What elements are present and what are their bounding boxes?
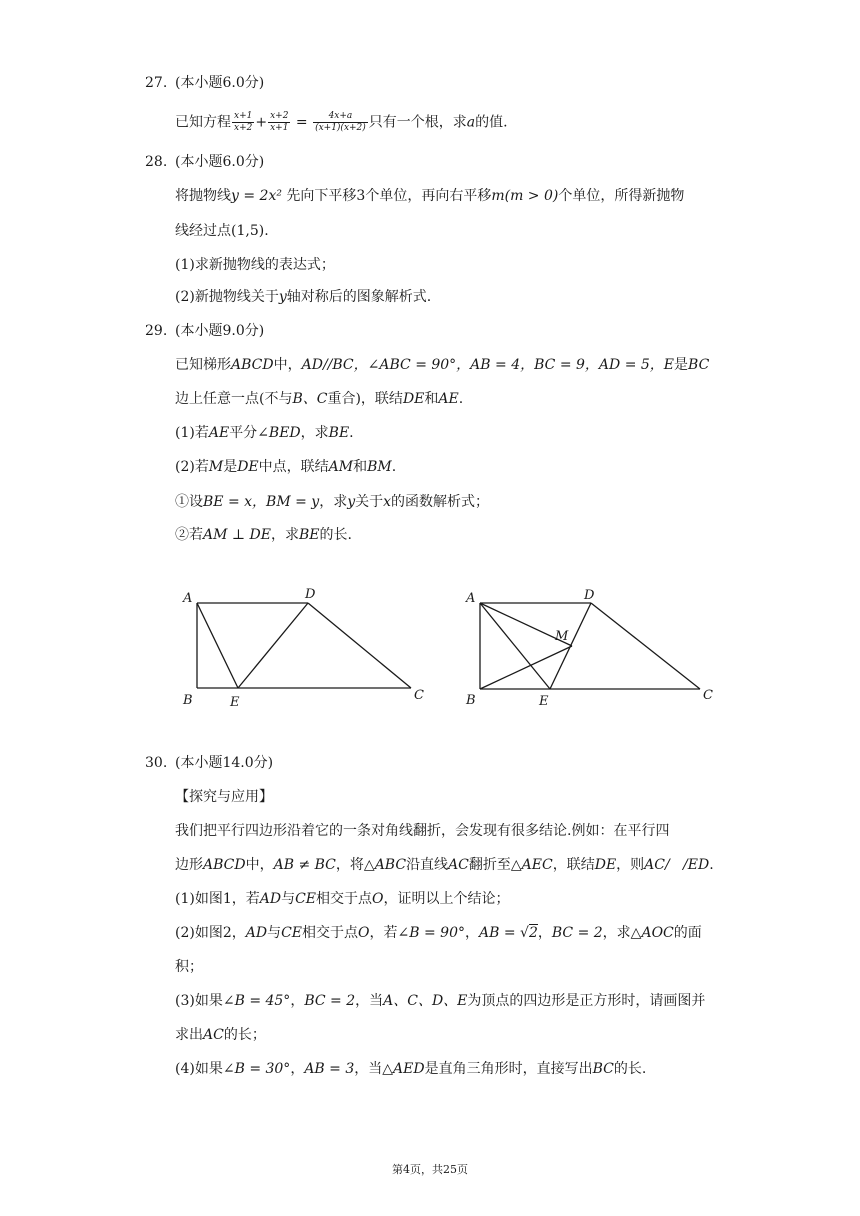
- q30-line8: (4)如果∠B = 30°，AB = 3，当△AED是直角三角形时，直接写出BC的长.: [175, 1061, 647, 1077]
- q27-plus: +: [255, 114, 268, 131]
- q28-parabola: y = 2x²: [231, 188, 287, 204]
- q30-score: (本小题14.0分): [175, 755, 274, 771]
- q27-text-pre: 已知方程: [175, 114, 231, 131]
- q29-score: (本小题9.0分): [175, 323, 265, 339]
- fig1-label-e: E: [230, 695, 240, 710]
- q30-line5: 积；: [175, 959, 203, 975]
- q27-frac3: $\frac{4x+a}{(x+1)(x+2)}$: [315, 111, 366, 133]
- fig1-label-c: C: [414, 688, 424, 703]
- segment-bm: [480, 646, 572, 689]
- trapezoid-figure-2: [458, 582, 728, 712]
- q27-frac1: $\frac{x+1}{x+2}$: [234, 111, 253, 133]
- q29-figure-1: [175, 582, 435, 712]
- fig2-label-c: C: [703, 688, 713, 703]
- q28-line3: (1)求新抛物线的表达式；: [175, 257, 335, 273]
- q27-text-post2: 的值.: [475, 114, 508, 131]
- q30-line3: (1)如图1，若AD与CE相交于点O，证明以上个结论；: [175, 891, 510, 907]
- q27-eq: =: [295, 114, 308, 131]
- fig1-label-a: A: [183, 591, 193, 606]
- q30-line4: (2)如图2，AD与CE相交于点O，若∠B = 90°，AB = √2，BC = 2，求△AOC的面: [175, 925, 702, 941]
- q27-text: [175, 111, 508, 134]
- q27-text-post1: 只有一个根，求: [368, 114, 467, 131]
- q28-header: [145, 153, 264, 171]
- fig2-label-e: E: [539, 694, 549, 709]
- q28-line1: 将抛物线y = 2x² 先向下平移3个单位，再向右平移m(m > 0)个单位，所得新抛物: [175, 188, 685, 204]
- q29-number: 29.: [145, 323, 168, 339]
- q30-header: [145, 754, 273, 772]
- q29-line2: 边上任意一点(不与B、C重合)，联结DE和AE.: [175, 391, 464, 407]
- q28-line4: (2)新抛物线关于y轴对称后的图象解析式.: [175, 289, 432, 305]
- q30-title: 【探究与应用】: [175, 789, 273, 805]
- segment-dc: [308, 603, 411, 688]
- q28-line2: 线经过点(1,5).: [175, 223, 269, 239]
- q30-line7: 求出AC的长；: [175, 1027, 266, 1043]
- fig1-label-b: B: [183, 693, 193, 708]
- q27-frac2: $\frac{x+2}{x+1}$: [270, 111, 289, 133]
- q27-header: [145, 74, 264, 92]
- q29-line3: (1)若AE平分∠BED，求BE.: [175, 425, 354, 441]
- q29-figure-2: [458, 582, 728, 712]
- segment-ae: [197, 603, 238, 688]
- q30-line2: 边形ABCD中，AB ≠ BC，将△ABC沿直线AC翻折至△AEC，联结DE，则AC/ /ED.: [175, 857, 714, 873]
- page-footer: 第4页，共25页: [392, 1163, 468, 1176]
- q28-number: 28.: [145, 154, 168, 170]
- q30-number: 30.: [145, 755, 168, 771]
- q28-score: (本小题6.0分): [175, 154, 265, 170]
- segment-dc: [591, 603, 700, 689]
- q29-line4: (2)若M是DE中点，联结AM和BM.: [175, 459, 397, 475]
- q29-line6: ②若AM ⊥ DE，求BE的长.: [175, 527, 352, 543]
- q29-header: [145, 322, 264, 340]
- q27-score: (本小题6.0分): [175, 75, 265, 91]
- fig2-label-d: D: [584, 588, 595, 603]
- segment-ae: [480, 603, 550, 689]
- fig2-label-b: B: [466, 693, 476, 708]
- q29-line5: ①设BE = x，BM = y，求y关于x的函数解析式；: [175, 494, 490, 510]
- q30-line6: (3)如果∠B = 45°，BC = 2，当A、C、D、E为顶点的四边形是正方形时，请画图并: [175, 993, 706, 1009]
- q29-line1: 已知梯形ABCD中，AD//BC，∠ABC = 90°，AB = 4，BC = 9，AD = 5，E是BC: [175, 357, 710, 373]
- fig2-label-m: M: [555, 629, 569, 644]
- segment-de: [238, 603, 308, 688]
- trapezoid-figure-1: [175, 582, 435, 712]
- q27-number: 27.: [145, 75, 168, 91]
- fig2-label-a: A: [466, 591, 476, 606]
- fig1-label-d: D: [305, 587, 316, 602]
- q27-var-a: a: [466, 114, 476, 131]
- q30-line1: 我们把平行四边形沿着它的一条对角线翻折，会发现有很多结论.例如：在平行四: [175, 823, 670, 839]
